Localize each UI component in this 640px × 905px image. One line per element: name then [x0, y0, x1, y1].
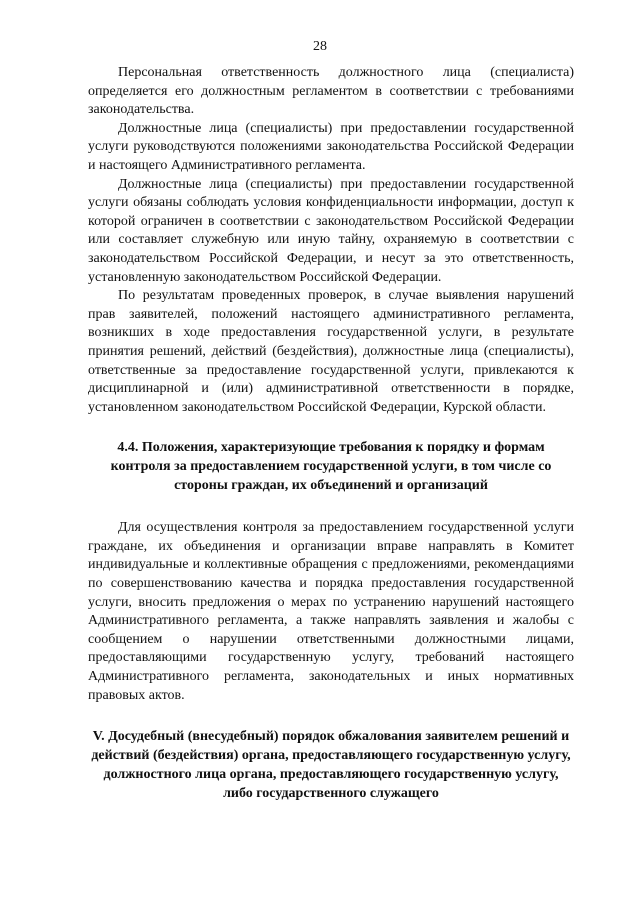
spacer — [88, 705, 574, 727]
paragraph-confidentiality: Должностные лица (специалисты) при предоставлении государственной услуги обязаны соблюдать условия конфиденциальности информации, доступ к которой ограничен в соответствии с законодательством Российской Федерации или составляет служебную или иную тайну, охраняемую в соответствии с законодательством Российской Федерации, и несут за это ответственность, установленную законодательством Российской Федерации. — [88, 176, 574, 285]
spacer — [88, 417, 574, 438]
section-heading-4-4: 4.4. Положения, характеризующие требования к порядку и формам контроля за предоставлением государственной услуги, в том числе со стороны граждан, их объединений и организаций — [110, 440, 552, 494]
paragraph-legislation-guidance: Должностные лица (специалисты) при предоставлении государственной услуги руководствуются положениями законодательства Российской Федерации и настоящего Административного регламента. — [88, 120, 574, 173]
paragraph-responsibility: Персональная ответственность должностного лица (специалиста) определяется его должностным регламентом в соответствии с требованиями законодательства. — [88, 65, 574, 118]
section-heading-v: V. Досудебный (внесудебный) порядок обжалования заявителем решений и действий (бездействия) органа, предоставляющего государственную услугу, должностного лица органа, предоставляющего государственную услугу, либо государственного служащего — [91, 729, 571, 802]
paragraph-audit-results: По результатам проведенных проверок, в случае выявления нарушений прав заявителей, положений настоящего административного регламента, возникших в ходе предоставления государственной услуги, в результате принятия решений, действий (бездействия), должностные лица (специалисты), ответственные за предоставление государственной услуги, привлекаются к дисциплинарной и (или) административной ответственности в порядке, установленном законодательством Российской Федерации, Курской области. — [88, 288, 574, 415]
spacer — [88, 495, 574, 519]
paragraph-citizen-control: Для осуществления контроля за предоставлением государственной услуги граждане, их объединения и организации вправе направлять в Комитет индивидуальные и коллективные обращения с предложениями, рекомендациями по совершенствованию качества и порядка предоставления государственной услуги, вносить предложения о мерах по устранению нарушений настоящего Административного регламента, а также направлять заявления и жалобы с сообщением о нарушении ответственными должностными лицами, предоставляющими государственную услугу, требований настоящего Административного регламента, законодательных и иных нормативных правовых актов. — [88, 520, 574, 703]
page-number: 28 — [313, 39, 327, 54]
page-content — [88, 64, 574, 803]
